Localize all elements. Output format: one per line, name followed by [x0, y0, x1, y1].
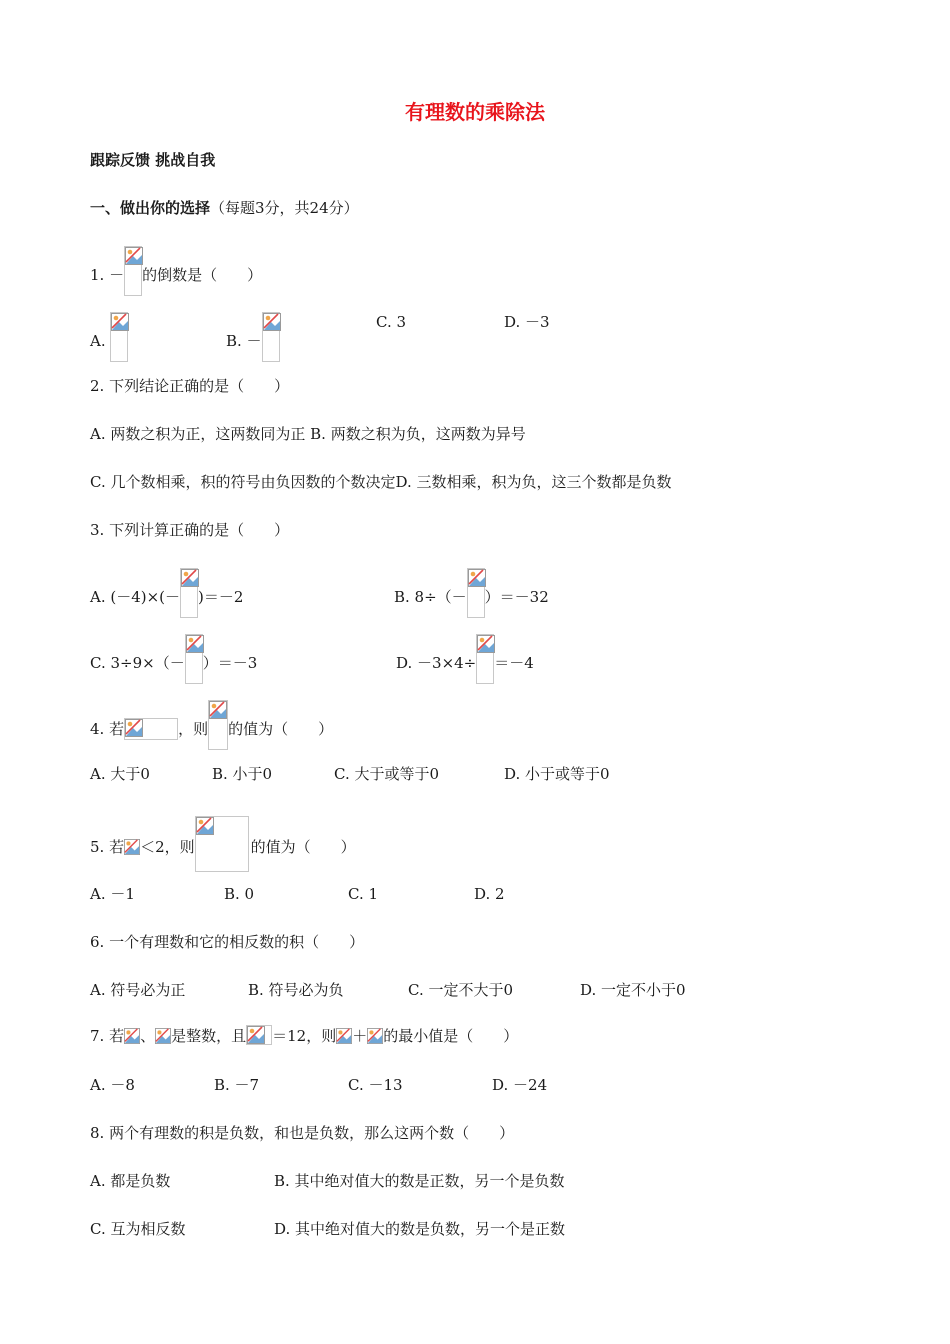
formula-image	[110, 312, 128, 362]
option-c: C. －13	[348, 1076, 403, 1094]
question-2-options-line-2: C. 几个数相乘，积的符号由负因数的个数决定D. 三数相乘，积为负，这三个数都是负数	[90, 473, 672, 491]
minus-sign: －	[109, 266, 125, 284]
option-a: A. －1	[90, 885, 135, 903]
option-c: C. 互为相反数	[90, 1220, 186, 1238]
part-heading	[90, 198, 359, 218]
option-d: D. 小于或等于0	[504, 765, 610, 783]
formula-image	[195, 816, 249, 872]
question-6-stem: 6. 一个有理数和它的相反数的积（ ）	[90, 933, 365, 951]
formula-image	[336, 1028, 352, 1044]
formula-image	[467, 568, 485, 618]
question-2-stem: 2. 下列结论正确的是（ ）	[90, 377, 290, 395]
question-2-options-line-1: A. 两数之积为正，这两数同为正 B. 两数之积为负，这两数为异号	[90, 425, 526, 443]
option-b: B. －7	[214, 1076, 260, 1094]
formula-image	[208, 700, 228, 750]
option-a: A. －8	[90, 1076, 135, 1094]
formula-image	[124, 718, 178, 740]
formula-image	[367, 1028, 383, 1044]
option-a: A. (－4)×(－ )＝－2	[90, 568, 243, 618]
option-b: B. 0	[224, 885, 255, 903]
option-d: D. 一定不小于0	[580, 981, 686, 999]
formula-image	[262, 312, 280, 362]
option-b: B. 小于0	[212, 765, 273, 783]
question-7-stem: 7. 若 、 是整数，且 ＝12，则 ＋ 的最小值是（ ）	[90, 1027, 519, 1045]
formula-image	[180, 568, 198, 618]
option-a: A. 都是负数	[90, 1172, 171, 1190]
option-c: C. 大于或等于0	[334, 765, 440, 783]
option-b: B. －	[226, 312, 280, 362]
formula-image	[155, 1028, 171, 1044]
option-d: D. －3	[504, 313, 550, 331]
option-d: D. －3×4÷ ＝－4	[396, 634, 534, 684]
part-heading-note: （每题3分，共24分）	[210, 199, 359, 217]
formula-image	[124, 1028, 140, 1044]
question-4-stem: 4. 若 ，则 的值为（ ）	[90, 700, 333, 750]
option-a: A. 符号必为正	[90, 981, 186, 999]
question-1-stem	[90, 246, 262, 296]
option-b: B. 符号必为负	[248, 981, 344, 999]
option-c: C. 一定不大于0	[408, 981, 514, 999]
question-3-stem: 3. 下列计算正确的是（ ）	[90, 521, 290, 539]
formula-image	[246, 1025, 272, 1045]
question-5-stem: 5. 若 ＜2，则 的值为（ ）	[90, 816, 356, 872]
option-c: C. 3	[376, 313, 407, 331]
option-a: A. 大于0	[90, 765, 150, 783]
formula-image	[124, 246, 142, 296]
question-number: 1.	[90, 266, 105, 284]
question-8-stem: 8. 两个有理数的积是负数，和也是负数，那么这两个数（ ）	[90, 1124, 515, 1142]
formula-image	[124, 839, 140, 855]
option-c: C. 1	[348, 885, 379, 903]
option-d: D. －24	[492, 1076, 548, 1094]
formula-image	[185, 634, 203, 684]
option-b: B. 8÷（－ ）＝－32	[394, 568, 549, 618]
formula-image	[476, 634, 494, 684]
document-title: 有理数的乘除法	[405, 100, 545, 124]
option-d: D. 其中绝对值大的数是负数，另一个是正数	[274, 1220, 566, 1238]
option-d: D. 2	[474, 885, 505, 903]
option-b: B. 其中绝对值大的数是正数，另一个是负数	[274, 1172, 565, 1190]
option-c: C. 3÷9×（－ ）＝－3	[90, 634, 257, 684]
stem-text: 的倒数是（ ）	[142, 266, 263, 284]
option-a: A.	[90, 312, 128, 362]
section-heading: 跟踪反馈 挑战自我	[90, 151, 216, 169]
part-heading-label: 一、做出你的选择	[90, 199, 211, 217]
